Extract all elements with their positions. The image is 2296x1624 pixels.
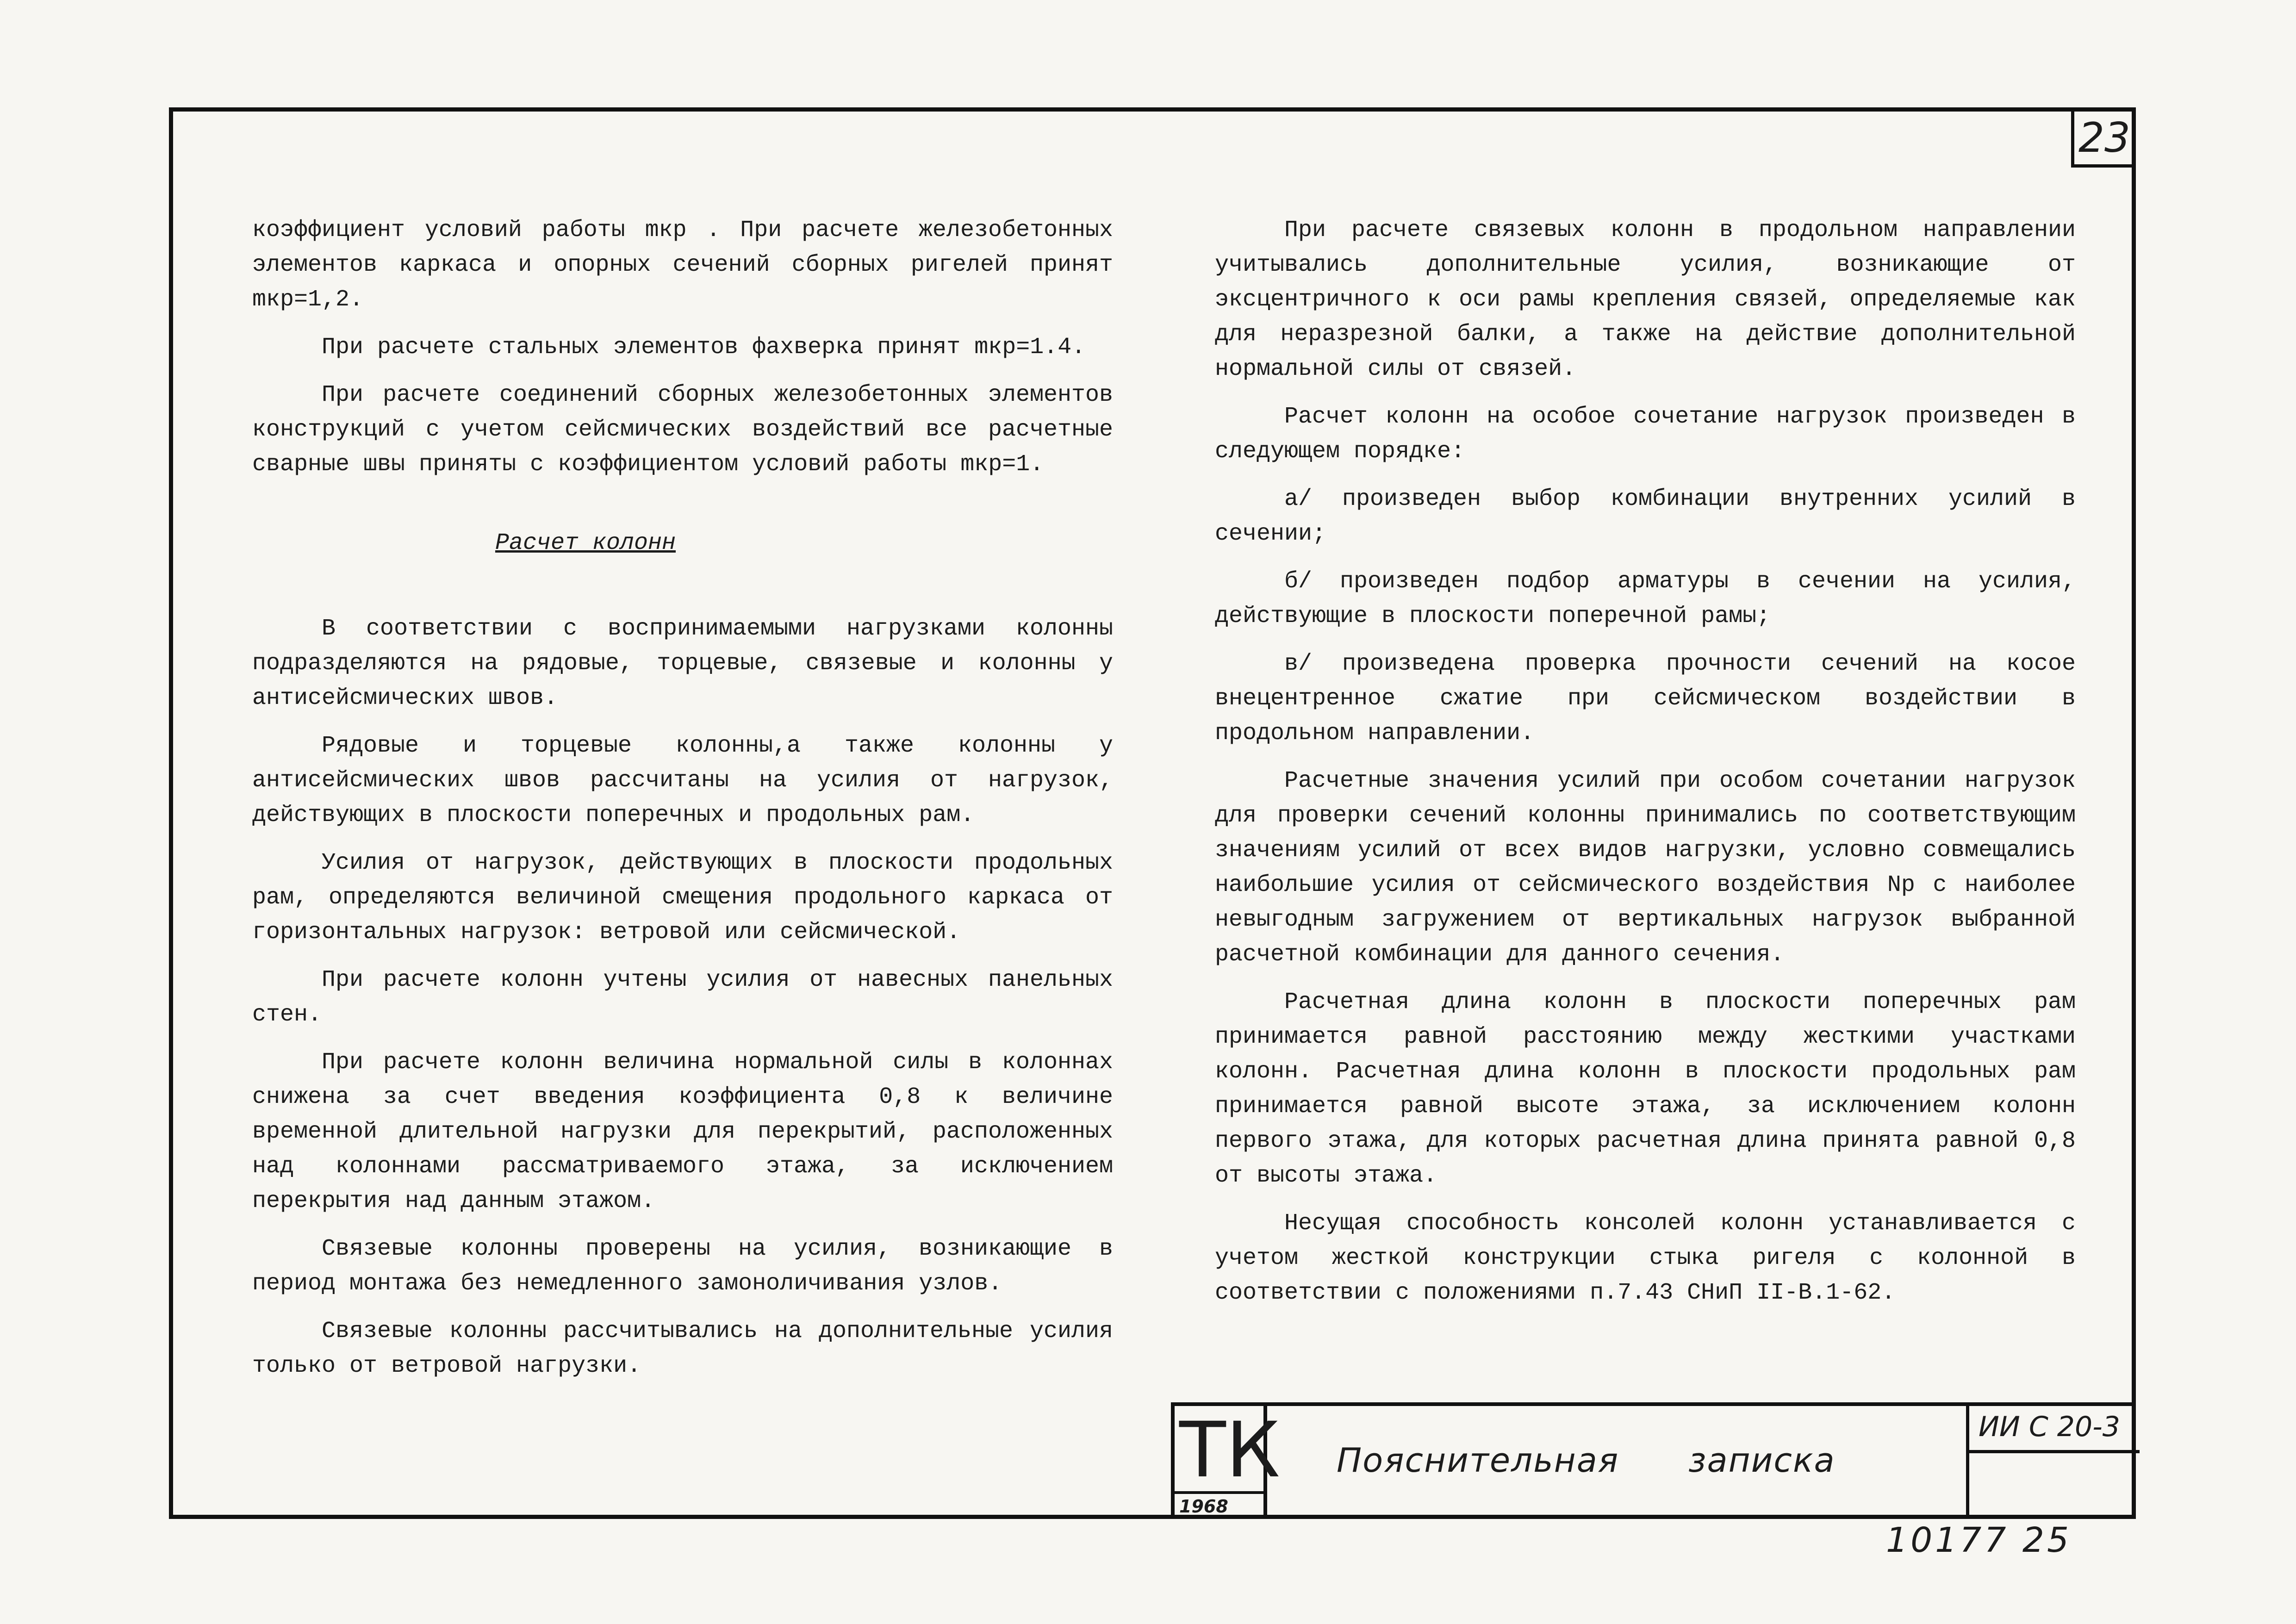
org-year: 1968 [1175,1491,1263,1519]
right-list-item-c: в/ произведена проверка прочности сечений на косое внецентренное сжатие при сейсмическом воздействии в продольном направлении. [1215,651,2076,747]
section-heading: Расчет колонн [495,530,676,556]
document-code-cell [1966,1406,2140,1519]
left-paragraph-4: В соответствии с воспринимаемыми нагрузками колонны подразделяются на рядовые, торцевые, связевые и колонны у антисейсмических швов. [252,616,1113,711]
right-column [1215,213,2076,1323]
left-paragraph-6: Усилия от нагрузок, действующих в плоскости продольных рам, определяются величиной смещения продольного каркаса от горизонтальных нагрузок: ветровой или сейсмической. [252,850,1113,946]
document-title [1337,1441,1846,1480]
left-paragraph-5: Рядовые и торцевые колонны,а также колонны у антисейсмических швов рассчитаны на усилия от нагрузок, действующих в плоскости поперечных и продольных рам. [252,733,1113,828]
left-paragraph-8: При расчете колонн величина нормальной силы в колоннах снижена за счет введения коэффициента 0,8 к величине временной длительной нагрузки для перекрытий, расположенных над колоннами рассматриваемого этажа, за исключением перекрытия над данным этажом. [252,1049,1113,1214]
org-stamp [1175,1406,1280,1519]
document-title-word-1: Пояснительная [1337,1441,1619,1480]
right-paragraph-7: Расчетная длина колонн в плоскости поперечных рам принимается равной расстоянию между жесткими участками колонн. Расчетная длина колонн в плоскости продольных рам принимается равной высоте этажа, за исключением колонн первого этажа, для которых расчетная длина принята равной 0,8 от высоты этажа. [1215,989,2076,1189]
right-paragraph-2: Расчет колонн на особое сочетание нагрузок произведен в следующем порядке: [1215,404,2076,465]
right-list-item-b: б/ произведен подбор арматуры в сечении на усилия, действующие в плоскости поперечной рамы; [1215,568,2076,629]
sheet-number: 23 [2071,111,2134,168]
org-letters: ТК [1179,1406,1280,1494]
left-paragraph-7: При расчете колонн учтены усилия от навесных панельных стен. [252,967,1113,1028]
left-paragraph-3: При расчете соединений сборных железобетонных элементов конструкций с учетом сейсмических воздействий все расчетные сварные швы приняты с коэффициентом условий работы mкр=1. [252,382,1113,478]
title-block [1171,1402,2136,1519]
right-paragraph-6: Расчетные значения усилий при особом сочетании нагрузок для проверки сечений колонны принимались по соответствующим значениям усилий от всех видов нагрузки, условно совмещались наибольшие усилия от сейсмического воздействия Np с наиболее невыгодным загружением от вертикальных нагрузок выбранной расчетной комбинации для данного сечения. [1215,768,2076,968]
archive-number: 10177 25 [1886,1520,2072,1560]
left-paragraph-2: При расчете стальных элементов фахверка принят mкр=1.4. [322,334,1086,361]
left-paragraph-1: коэффициент условий работы mкр . При расчете железобетонных элементов каркаса и опорных сечений сборных ригелей принят mкр=1,2. [252,217,1113,313]
document-title-word-2: записка [1688,1441,1836,1480]
left-paragraph-9: Связевые колонны проверены на усилия, возникающие в период монтажа без немедленного замоноличивания узлов. [252,1236,1113,1297]
right-paragraph-1: При расчете связевых колонн в продольном направлении учитывались дополнительные усилия, возникающие от эксцентричного к оси рамы крепления связей, определяемые как для неразрезной балки, а также на действие дополнительной нормальной силы от связей. [1215,217,2076,382]
left-column [252,213,1113,1396]
right-paragraph-8: Несущая способность консолей колонн устанавливается с учетом жесткой конструкции стыка ригеля с колонной в соответствии с положениями п.7.43 СНиП II-В.1-62. [1215,1210,2076,1306]
right-list-item-a: а/ произведен выбор комбинации внутренних усилий в сечении; [1215,486,2076,547]
left-paragraph-10: Связевые колонны рассчитывались на дополнительные усилия только от ветровой нагрузки. [252,1318,1113,1379]
document-code: ИИ С 20-3 [1969,1406,2140,1453]
